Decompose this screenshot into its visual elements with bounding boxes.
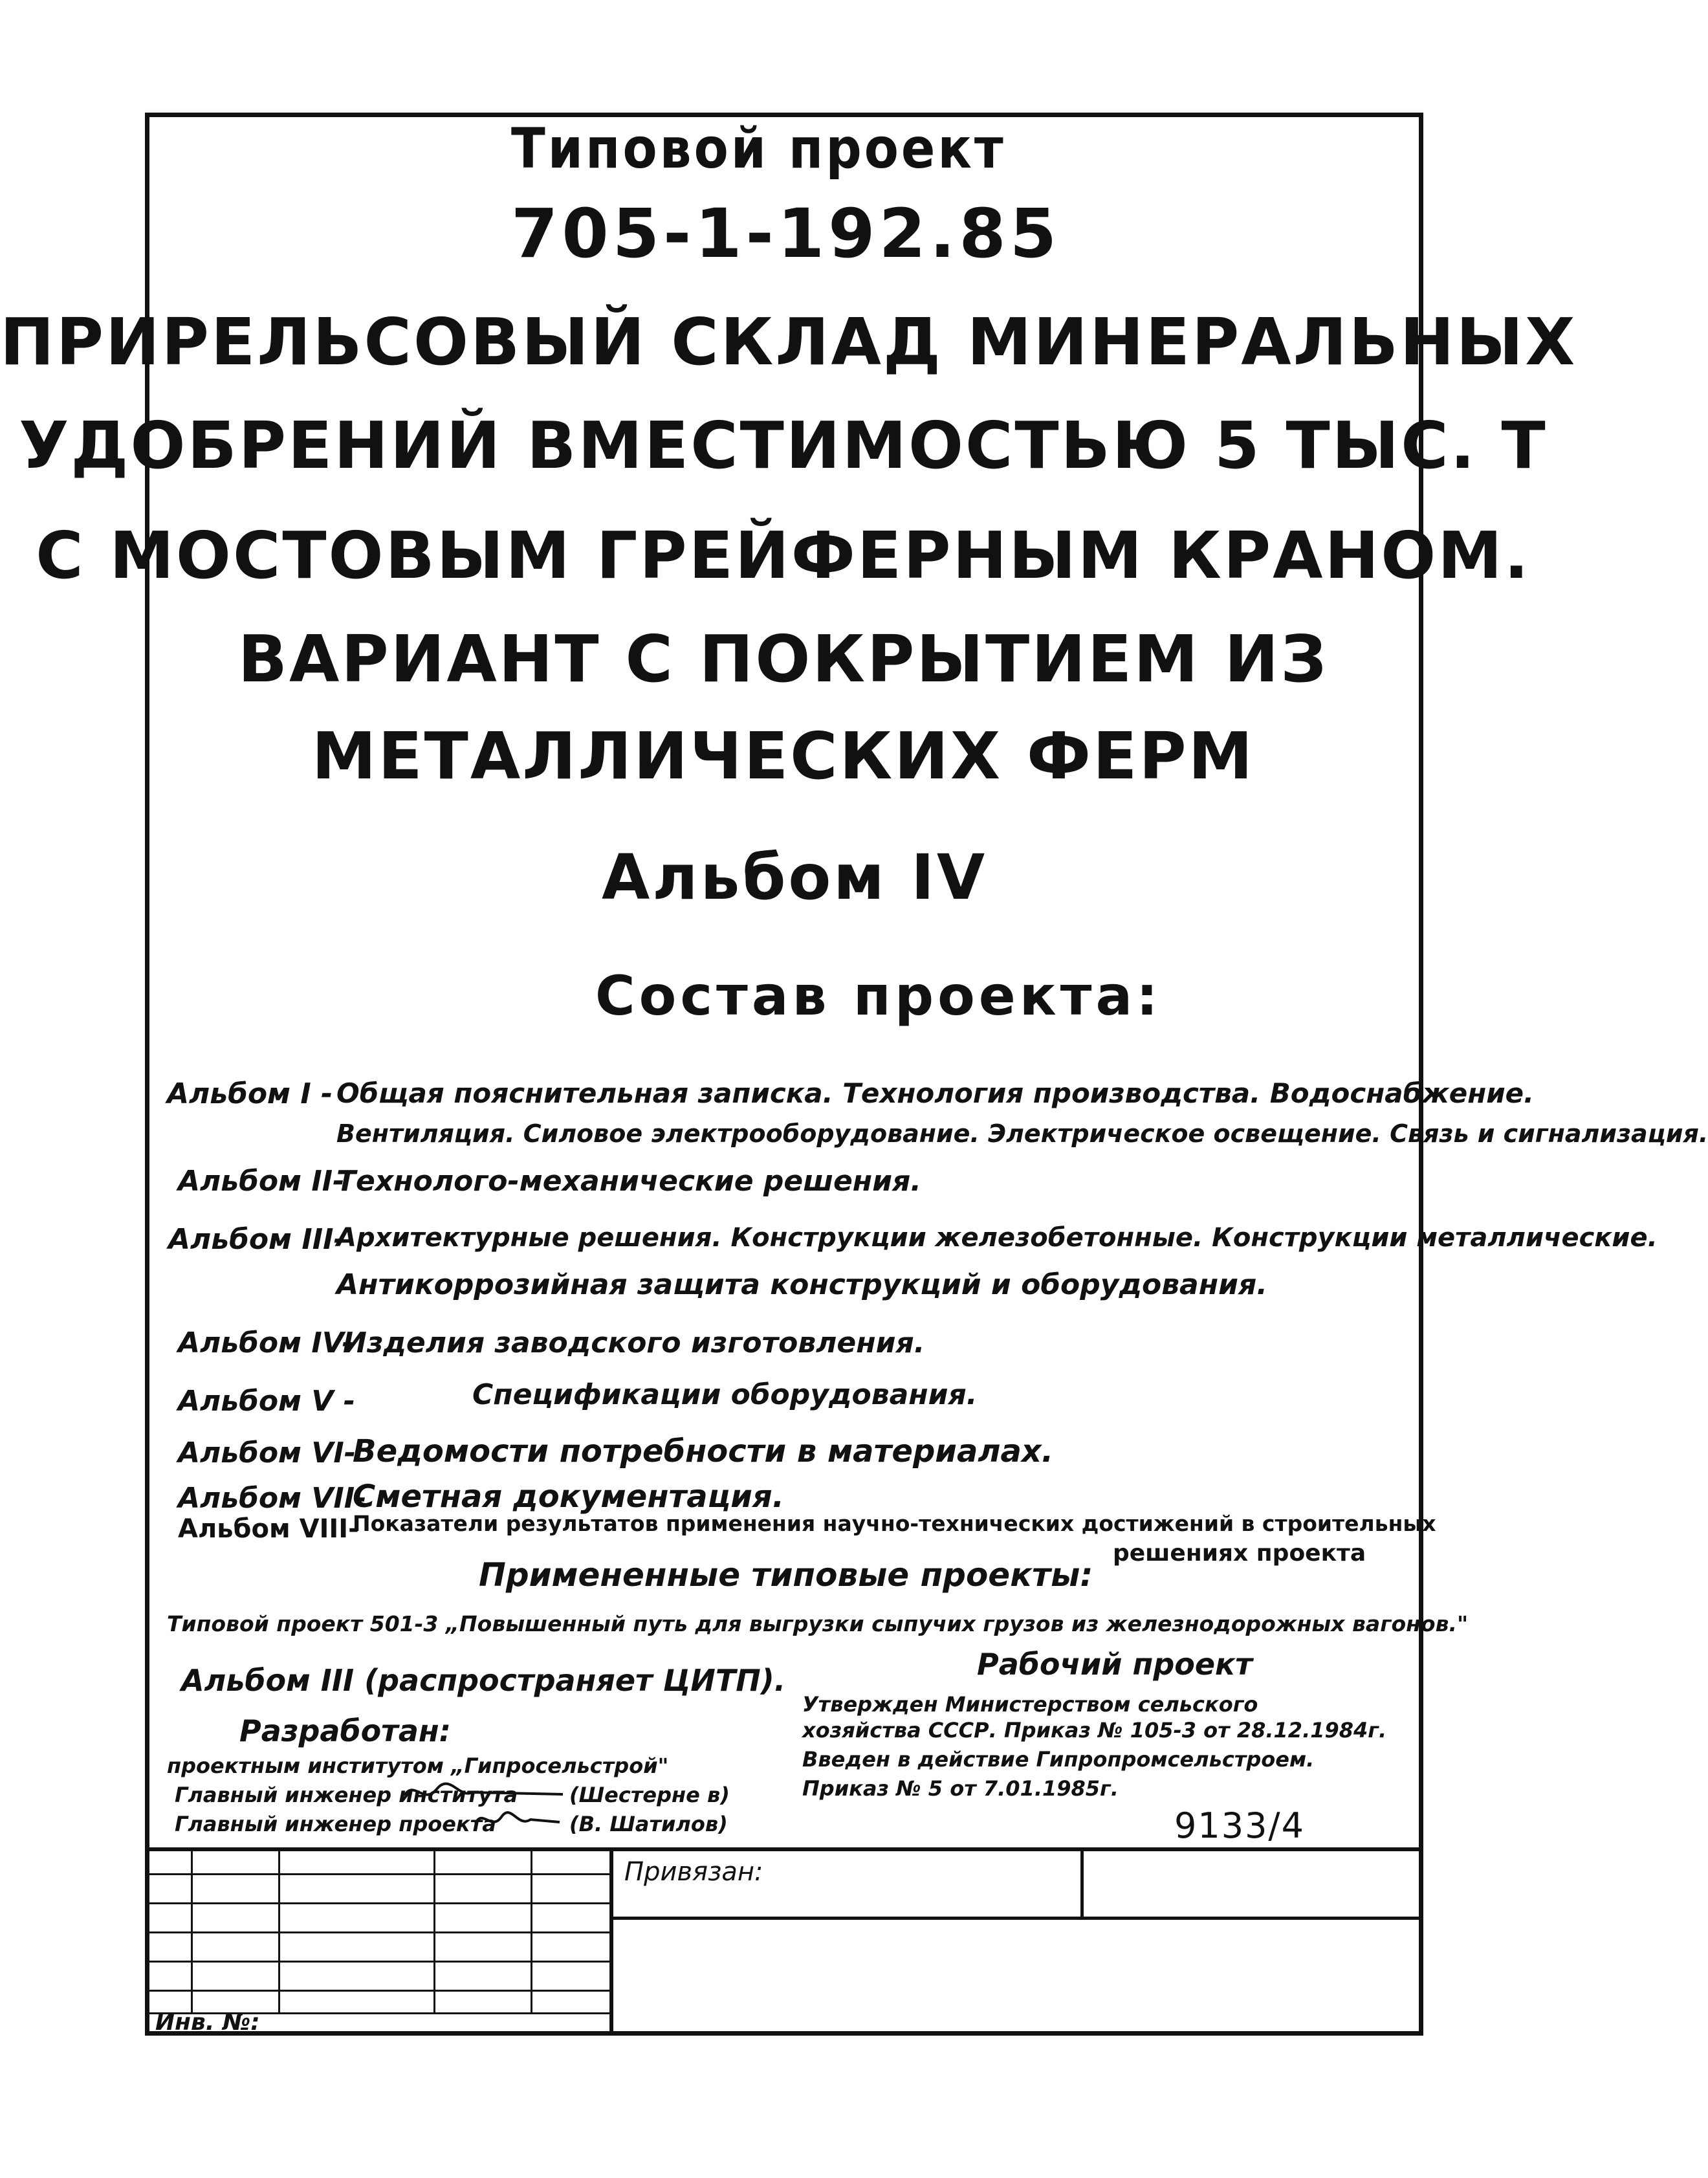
comp-label-6: Альбом V - (178, 1385, 355, 1418)
chief-project: Главный инженер проекта (175, 1812, 496, 1836)
table-divider-right (1080, 1847, 1084, 1919)
stamp-number: 9133/4 (1174, 1805, 1305, 1846)
comp-text-3: Архитектурные решения. Конструкции железобетонные. Конструкции металлические. (336, 1223, 1658, 1253)
comp-label-3: Альбом III- (168, 1223, 345, 1256)
grid-h2 (145, 1902, 611, 1904)
comp-text-4: Антикоррозийная защита конструкций и оборудования. (336, 1268, 1267, 1301)
comp-label-2: Альбом II- (178, 1165, 345, 1198)
project-number: 705-1-192.85 (511, 194, 1061, 273)
signature-project (472, 1805, 563, 1838)
table-divider-v (609, 1847, 613, 2036)
inv-label: Инв. №: (155, 2009, 260, 2036)
grid-v2 (278, 1847, 280, 2012)
comp-label-5: Альбом IV- (178, 1326, 354, 1359)
chief-institute-name: (Шестерне в) (569, 1783, 730, 1807)
title-line-5: МЕТАЛЛИЧЕСКИХ ФЕРМ (311, 718, 1255, 794)
approval-line4: Приказ № 5 от 7.01.1985г. (802, 1776, 1119, 1801)
composition-heading: Состав проекта: (595, 964, 1162, 1028)
comp-label-9: Альбом VIII- (178, 1514, 359, 1544)
applied-line1: Типовой проект 501-3 „Повышенный путь для выгрузки сыпучих грузов из железнодорожных вагонов." (167, 1611, 1469, 1636)
comp-label-8: Альбом VII- (178, 1482, 367, 1515)
comp-text-9: Показатели результатов применения научно-технических достижений в строительных (353, 1511, 1436, 1536)
title-line-3: С МОСТОВЫМ ГРЕЙФЕРНЫМ КРАНОМ. (36, 518, 1531, 593)
grid-v1 (191, 1847, 193, 2012)
grid-h5 (145, 1990, 611, 1992)
grid-h4 (145, 1961, 611, 1963)
title-line-2: УДОБРЕНИЙ ВМЕСТИМОСТЬЮ 5 ТЫС. Т (19, 408, 1548, 483)
chief-institute: Главный инженер института (175, 1783, 518, 1807)
header-line1: Типовой проект (511, 116, 1006, 181)
developer-org: проектным институтом „Гипросельстрой" (167, 1754, 669, 1778)
applied-line2: Альбом III (распространяет ЦИТП). (181, 1663, 786, 1698)
comp-text-5: Изделия заводского изготовления. (343, 1326, 925, 1359)
comp-label-0: Альбом I - (167, 1077, 333, 1110)
signature-institute (401, 1776, 569, 1809)
title-line-1: ПРИРЕЛЬСОВЫЙ СКЛАД МИНЕРАЛЬНЫХ (0, 304, 1577, 380)
grid-h1 (145, 1873, 611, 1875)
chief-project-name: (В. Шатилов) (569, 1812, 728, 1836)
comp-text-8: Сметная документация. (353, 1479, 784, 1515)
approval-line3: Введен в действие Гипропромсельстроем. (802, 1747, 1315, 1772)
table-top-border (145, 1847, 1423, 1851)
grid-v4 (531, 1847, 532, 2012)
comp-text-2: Технолого-механические решения. (336, 1165, 921, 1198)
comp-text-7: Ведомости потребности в материалах. (353, 1433, 1054, 1469)
approval-heading: Рабочий проект (977, 1647, 1253, 1682)
comp-text-1: Вентиляция. Силовое электрооборудование. Электрическое освещение. Связь и сигнализация. (336, 1119, 1708, 1148)
developer-heading: Разработан: (239, 1713, 452, 1748)
comp-text-0: Общая пояснительная записка. Технология производства. Водоснабжение. (336, 1077, 1535, 1109)
attached-label: Привязан: (624, 1857, 763, 1887)
approval-line2: хозяйства СССР. Приказ № 105-3 от 28.12.1984г. (802, 1718, 1387, 1743)
approval-line1: Утвержден Министерством сельского (802, 1692, 1258, 1717)
comp-label-7: Альбом VI- (178, 1436, 356, 1469)
applied-heading: Примененные типовые проекты: (479, 1556, 1093, 1594)
title-line-4: ВАРИАНТ С ПОКРЫТИЕМ ИЗ (237, 621, 1329, 697)
table-row-line-right (609, 1917, 1423, 1920)
grid-h3 (145, 1931, 611, 1933)
comp-text-10: решениях проекта (1113, 1540, 1366, 1567)
comp-text-6: Спецификации оборудования. (472, 1378, 978, 1411)
album-label: Альбом IV (602, 841, 988, 914)
grid-v3 (433, 1847, 435, 2012)
